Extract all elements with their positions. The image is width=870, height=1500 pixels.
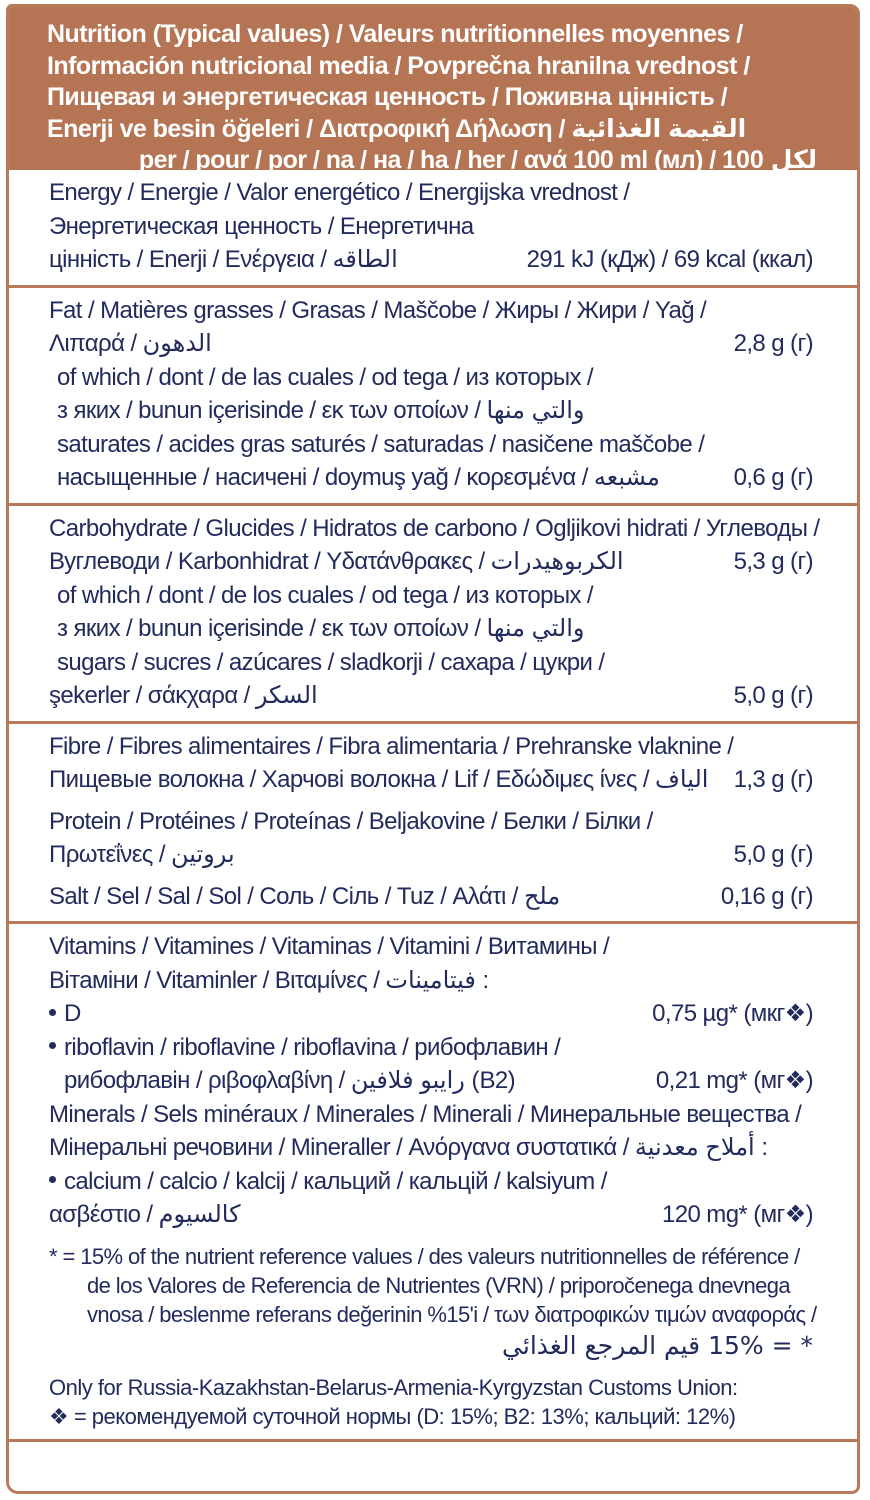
of-which-label: of which / dont / de los cuales / od tega / из которых / [57, 581, 594, 609]
energy-label: Energy / Energie / Valor energético / Energijska vrednost / [49, 179, 630, 206]
energy-label: цінність / Enerji / Ενέργεια / الطاقه [49, 246, 398, 273]
vitamins-label: Vitamins / Vitamines / Vitaminas / Vitamini / Витамины / [49, 933, 610, 960]
vitamins-label: Вітаміни / Vitaminler / Βιταμίνες / فيتامينات : [49, 966, 490, 994]
riboflavin-label: riboflavin / riboflavine / riboflavina / рибофлавин / [64, 1033, 561, 1061]
saturates-label: насыщенные / насичені / doymuş yağ / κορεσμένα / مشبعه [57, 464, 660, 491]
protein-value: 5,0 g (г) [733, 841, 813, 868]
energy-value: 291 kJ (кДж) / 69 kcal (ккал) [526, 246, 813, 273]
footnote-arabic: * = 15% قيم المرجع الغذائي [502, 1330, 813, 1360]
carbohydrate-label: Вуглеводи / Karbonhidrat / Υδατάνθρακες / الكربوهيدرات [49, 548, 624, 575]
sugars-label: sugars / sucres / azúcares / sladkorji / сахара / цукри / [57, 648, 605, 676]
vitamin-d-value: 0,75 µg* (мкг❖) [652, 1000, 813, 1027]
bullet-icon [49, 1009, 56, 1016]
nutrition-header [9, 7, 857, 174]
bullet-icon [49, 1042, 56, 1049]
footnote: vnosa / beslenme referans değerinin %15'i / των διατροφικών τιμών αναφοράς / [87, 1301, 817, 1327]
salt-value: 0,16 g (г) [720, 882, 813, 910]
riboflavin-value: 0,21 mg* (мг❖) [655, 1067, 813, 1094]
minerals-label: Minerals / Sels minéraux / Minerales / Minerali / Минеральные вещества / [49, 1100, 802, 1128]
calcium-row [49, 1165, 813, 1199]
protein-row [49, 838, 813, 872]
vitamins-minerals-section [9, 924, 857, 1442]
energy-row [49, 243, 813, 277]
of-which-label: of which / dont / de las cuales / od tega / из которых / [57, 363, 594, 391]
header-line: Пищевая и энергетическая ценность / Поживна цінність / [47, 83, 728, 111]
energy-label: Энергетическая ценность / Енергетична [49, 212, 474, 240]
customs-union-note: ❖ = рекомендуемой суточной нормы (D: 15%; B2: 13%; кальций: 12%) [49, 1403, 736, 1429]
fibre-protein-salt-section [9, 724, 857, 925]
footnote: de los Valores de Referencia de Nutrientes (VRN) / priporočenega dnevnega [87, 1272, 790, 1298]
header-line: Información nutricional media / Povprečna hranilna vrednost / [47, 51, 750, 80]
calcium-label: calcium / calcio / kalcij / кальций / кальцій / kalsiyum / [64, 1167, 607, 1195]
salt-row [49, 880, 813, 914]
fat-label: Λιπαρά / الدهون [49, 330, 212, 357]
salt-label: Salt / Sel / Sal / Sol / Соль / Сіль / Tuz / Αλάτι / ملح [49, 882, 561, 910]
carbohydrate-row [49, 545, 813, 579]
energy-section [9, 170, 857, 288]
fibre-label: Fibre / Fibres alimentaires / Fibra alimentaria / Prehranske vlaknine / [49, 732, 734, 760]
calcium-value: 120 mg* (мг❖) [661, 1201, 813, 1228]
of-which-label: з яких / bunun içerisinde / εκ των οποίων / والتي منها [57, 397, 585, 424]
bullet-icon [49, 1176, 56, 1183]
saturates-row [49, 461, 813, 495]
fat-value: 2,8 g (г) [733, 330, 813, 357]
calcium-row [49, 1198, 813, 1232]
saturates-value: 0,6 g (г) [733, 464, 813, 491]
saturates-label: saturates / acides gras saturés / saturadas / nasičene maščobe / [57, 430, 705, 458]
protein-label: Πρωτεΐνες / بروتين [49, 841, 235, 868]
fat-row [49, 327, 813, 361]
fat-section [9, 288, 857, 506]
sugars-row [49, 679, 813, 713]
vitamin-d-label: D [64, 1000, 81, 1027]
of-which-label: з яких / bunun içerisinde / εκ των οποίων / والتي منها [57, 615, 585, 642]
footnote: * = 15% of the nutrient reference values / des valeurs nutritionnelles de référence / [49, 1243, 800, 1269]
header-line: Enerji ve besin öğeleri / Διατροφική Δήλωση / القيمة الغذائية [47, 114, 747, 143]
vitamin-d-row [49, 997, 813, 1031]
riboflavin-label: рибофлавін / ριβοφλαβίνη / رايبو فلافين (B2) [64, 1067, 516, 1094]
fibre-value: 1,3 g (г) [733, 766, 813, 793]
header-line-per-100ml: per / pour / por / na / на / ha / her / ανά 100 ml (мл) / لكل 100 [138, 146, 817, 174]
nutrition-label [6, 4, 860, 1494]
riboflavin-row [49, 1064, 813, 1098]
customs-union-note: Only for Russia-Kazakhstan-Belarus-Armenia-Kyrgyzstan Customs Union: [49, 1374, 738, 1400]
carbohydrate-value: 5,3 g (г) [733, 548, 813, 575]
carbohydrate-label: Carbohydrate / Glucides / Hidratos de carbono / Ogljikovi hidrati / Углеводы / [49, 514, 820, 542]
calcium-label: ασβέστιο / كالسيوم [49, 1201, 241, 1228]
sugars-value: 5,0 g (г) [733, 682, 813, 709]
fibre-row [49, 763, 813, 797]
protein-label: Protein / Protéines / Proteínas / Beljakovine / Белки / Білки / [49, 807, 653, 835]
header-line: Nutrition (Typical values) / Valeurs nutritionnelles moyennes / [47, 20, 743, 48]
fibre-label: Пищевые волокна / Харчові волокна / Lif / Εδώδιμες ίνες / الياف [49, 766, 709, 793]
sugars-label: şekerler / σάκχαρα / السكر [49, 682, 318, 709]
riboflavin-row [49, 1031, 813, 1065]
carbohydrate-section [9, 506, 857, 724]
fat-label: Fat / Matières grasses / Grasas / Maščobe / Жиры / Жири / Yağ / [49, 296, 707, 324]
minerals-label: Мінеральні речовини / Mineraller / Ανόργανα συστατικά / أملاح معدنية : [49, 1134, 769, 1161]
